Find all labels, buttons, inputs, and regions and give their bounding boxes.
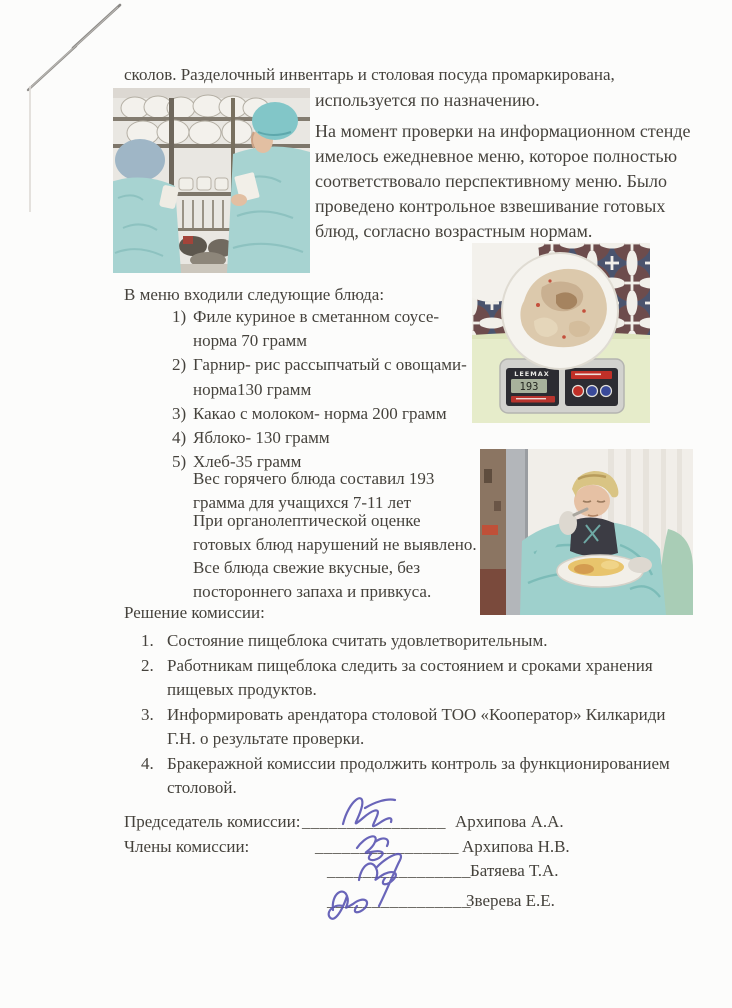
stand-paragraph — [315, 119, 691, 244]
menu-item-text: Яблоко- 130 грамм — [193, 428, 330, 448]
signature-line: ________________ — [302, 812, 446, 831]
decision-item-number: 2. — [141, 655, 154, 675]
signature-name: Архипова Н.В. — [462, 837, 570, 856]
menu-list — [172, 305, 492, 474]
decision-item — [141, 629, 732, 654]
menu-item-text: Гарнир- рис рассыпчатый с овощами- норма130 грамм — [193, 355, 467, 399]
signature-name: Архипова А.А. — [455, 812, 564, 831]
decision-item-number: 3. — [141, 704, 154, 724]
decision-item-number: 4. — [141, 753, 154, 773]
decision-item-text: Работникам пищеблока следить за состоянием и сроками хранения пищевых продуктов. — [167, 655, 653, 699]
menu-item-number: 1) — [172, 307, 187, 326]
stand-paragraph-line: На момент проверки на информационном стенде — [315, 121, 691, 141]
intro-line-1: сколов. Разделочный инвентарь и столовая посуда промаркирована, — [124, 65, 615, 84]
stand-paragraph-line: имелось ежедневное меню, которое полностью — [315, 146, 678, 166]
signature-line: ________________ — [315, 837, 459, 856]
stand-paragraph-line: блюд, согласно возрастным нормам. — [315, 221, 593, 241]
weight-note: Вес горячего блюда составил 193 грамма для учащихся 7-11 лет — [193, 469, 435, 512]
signature-line: ________________ — [327, 861, 471, 880]
scale-brand-label: LEEMAX — [514, 370, 550, 378]
scale-display-value: 193 — [519, 381, 539, 393]
decision-item-text: Состояние пищеблока считать удовлетворительным. — [167, 631, 548, 650]
menu-item-text: Хлеб-35 грамм — [193, 452, 302, 472]
menu-heading: В меню входили следующие блюда: — [124, 285, 385, 304]
stand-paragraph-line: соответствовало перспективному меню. Было — [315, 171, 668, 191]
menu-item-text: Филе куриное в сметанном соусе- норма 70 грамм — [193, 307, 440, 351]
decision-item — [141, 752, 732, 801]
menu-item — [172, 353, 492, 401]
menu-item-number: 2) — [172, 355, 187, 375]
menu-item-text: Какао с молоком- норма 200 грамм — [193, 403, 447, 423]
stand-paragraph-line: проведено контрольное взвешивание готовых — [315, 196, 666, 216]
signature-chair-label: Председатель комиссии: — [124, 812, 301, 831]
decision-list — [141, 629, 732, 801]
menu-item-number: 4) — [172, 428, 187, 448]
menu-item — [172, 305, 492, 353]
menu-item-number: 3) — [172, 403, 187, 423]
photo-tasting-inspector — [480, 449, 693, 615]
decision-heading: Решение комиссии: — [124, 603, 265, 622]
decision-item-text: Информировать арендатора столовой ТОО «Кооператор» Килкариди Г.Н. о результате проверки. — [167, 704, 666, 748]
photo-meal-on-scale — [472, 243, 650, 423]
photo-kitchen-inspection — [113, 88, 310, 273]
decision-item — [141, 654, 732, 703]
menu-item — [172, 402, 492, 426]
scan-fold-mark-icon — [18, 0, 130, 96]
decision-item-text: Бракеражной комиссии продолжить контроль за функционированием столовой. — [167, 753, 670, 797]
scan-vertical-line — [29, 86, 31, 212]
signature-line: ________________ — [327, 891, 471, 910]
organoleptic-note: При органолептической оценке готовых блюд нарушений не выявлено. Все блюда свежие вкусные, без постороннего запаха и привкуса. — [193, 511, 477, 601]
signature-name: Батяева Т.А. — [470, 861, 559, 880]
intro-line-2: используется по назначению. — [315, 90, 540, 110]
decision-item-number: 1. — [141, 631, 154, 650]
signature-name: Зверева Е.Е. — [466, 891, 555, 910]
menu-item — [172, 426, 492, 450]
decision-item — [141, 703, 732, 752]
signature-members-label: Члены комиссии: — [124, 837, 250, 856]
menu-item-number: 5) — [172, 452, 187, 472]
